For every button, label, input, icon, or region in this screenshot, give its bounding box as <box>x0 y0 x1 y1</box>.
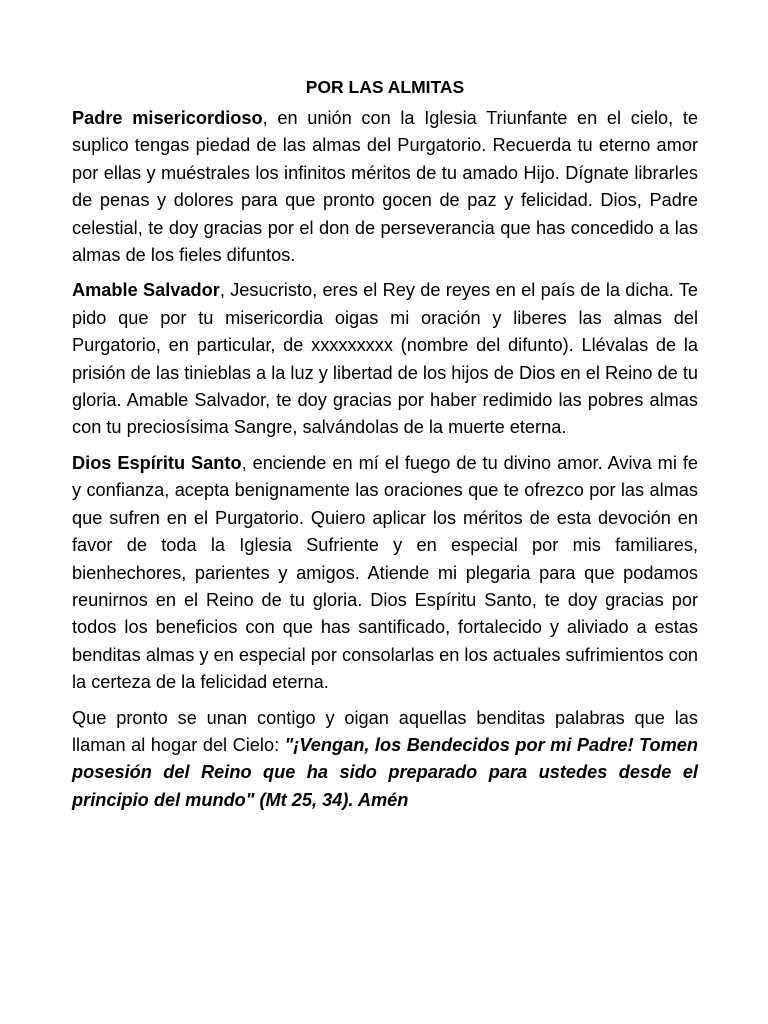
paragraph-text: , Jesucristo, eres el Rey de reyes en el país de la dicha. Te pido que por tu misericordia oigas mi oración y liberes las almas del Purgatorio, en particular, de xxxxxxxxx (nombre del difunto). Llévalas de la prisión de las tinieblas a la luz y libertad de los hijos de Dios en el Reino de tu gloria. Amable Salvador, te doy gracias por haber redimido las pobres almas con tu preciosísima Sangre, salvándolas de la muerte eterna. <box>72 280 699 438</box>
paragraph-text: , enciende en mí el fuego de tu divino amor. Aviva mi fe y confianza, acepta benignamente las oraciones que te ofrezco por las almas que sufren en el Purgatorio. Quiero aplicar los méritos de esta devoción en favor de toda la Iglesia Sufriente y en especial por mis familiares, bienhechores, parientes y amigos. Atiende mi plegaria para que podamos reunirnos en el Reino de tu gloria. Dios Espíritu Santo, te doy gracias por todos los beneficios con que has santificado, fortalecido y aliviado a estas benditas almas y en especial por consolarlas en los actuales sufrimientos con la certeza de la felicidad eterna. <box>72 452 699 693</box>
paragraph-text: , en unión con la Iglesia Triunfante en el cielo, te suplico tengas piedad de las almas del Purgatorio. Recuerda tu eterno amor por ellas y muéstrales los infinitos méritos de tu amado Hijo. Dígnate librarles de penas y dolores para que pronto gocen de paz y felicidad. Dios, Padre celestial, te doy gracias por el don de perseverancia que has concedido a las almas de los fieles difuntos. <box>72 108 698 266</box>
paragraph-lead: Amable Salvador <box>72 280 220 301</box>
paragraph-closing <box>72 705 698 815</box>
document-title: POR LAS ALMITAS <box>305 77 465 97</box>
document-page <box>72 74 698 822</box>
paragraph-lead: Dios Espíritu Santo <box>72 452 242 473</box>
closing-quote: "¡Vengan, los Bendecidos por mi Padre! Tomen posesión del Reino que ha sido preparado para ustedes desde el principio del mundo" (Mt 25, 34). Amén <box>72 734 698 810</box>
paragraph-espiritu <box>72 450 698 697</box>
paragraph-lead: Padre misericordioso <box>72 108 263 128</box>
closing-text: Que pronto se unan contigo y oigan aquellas benditas palabras que las llaman al hogar del Cielo: <box>72 707 698 755</box>
paragraph-padre <box>72 105 698 269</box>
paragraph-salvador <box>72 277 698 441</box>
